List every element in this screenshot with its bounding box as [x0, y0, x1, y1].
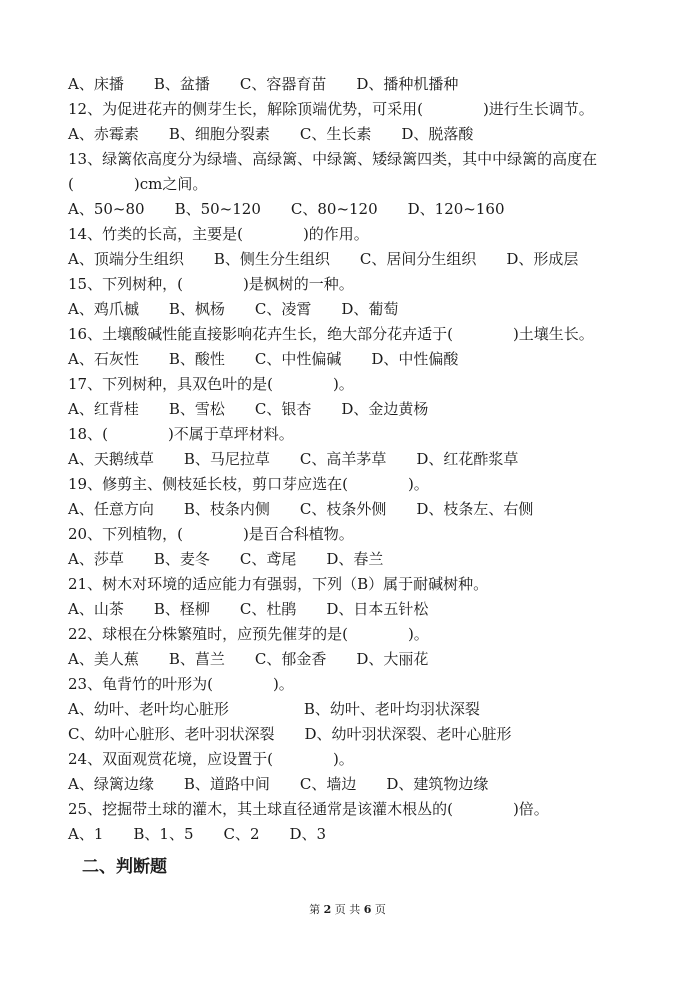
question-list	[68, 72, 668, 847]
page-number: 2	[323, 903, 332, 916]
text-line: A、莎草 B、麦冬 C、鸢尾 D、春兰	[68, 550, 384, 568]
page-total: 6	[363, 903, 372, 916]
text-line: 19、修剪主、侧枝延长枝，剪口芽应选在( )。	[68, 475, 429, 493]
text-line: 12、为促进花卉的侧芽生长，解除顶端优势，可采用( )进行生长调节。	[68, 100, 594, 118]
text-line: A、顶端分生组织 B、侧生分生组织 C、居间分生组织 D、形成层	[68, 250, 579, 268]
text-line: A、山茶 B、柽柳 C、杜鹃 D、日本五针松	[68, 600, 429, 618]
text-line: 14、竹类的长高，主要是( )的作用。	[68, 225, 369, 243]
text-line: C、幼叶心脏形、老叶羽状深裂 D、幼叶羽状深裂、老叶心脏形	[68, 725, 512, 743]
text-line: A、美人蕉 B、菖兰 C、郁金香 D、大丽花	[68, 650, 429, 668]
text-line: A、幼叶、老叶均心脏形 B、幼叶、老叶均羽状深裂	[68, 700, 480, 718]
text-line: 23、龟背竹的叶形为( )。	[68, 675, 294, 693]
text-line: 16、土壤酸碱性能直接影响花卉生长，绝大部分花卉适于( )土壤生长。	[68, 325, 594, 343]
text-line: A、红背桂 B、雪松 C、银杏 D、金边黄杨	[68, 400, 429, 418]
footer-suffix: 页	[374, 903, 386, 916]
text-line: A、50~80 B、50~120 C、80~120 D、120~160	[68, 200, 505, 218]
text-line: 24、双面观赏花境，应设置于( )。	[68, 750, 354, 768]
text-line: 15、下列树种，( )是枫树的一种。	[68, 275, 354, 293]
text-line: A、天鹅绒草 B、马尼拉草 C、高羊茅草 D、红花酢浆草	[68, 450, 519, 468]
text-line: A、绿篱边缘 B、道路中间 C、墙边 D、建筑物边缘	[68, 775, 489, 793]
text-line: A、任意方向 B、枝条内侧 C、枝条外侧 D、枝条左、右侧	[68, 500, 534, 518]
footer-prefix: 第	[309, 903, 321, 916]
text-line: 17、下列树种，具双色叶的是( )。	[68, 375, 354, 393]
footer-middle: 页 共	[334, 903, 361, 916]
text-line: A、1 B、1、5 C、2 D、3	[68, 825, 327, 843]
text-line: 13、绿篱依高度分为绿墙、高绿篱、中绿篱、矮绿篱四类，其中中绿篱的高度在	[68, 150, 598, 168]
text-line: A、床播 B、盆播 C、容器育苗 D、播种机播种	[68, 75, 459, 93]
text-line: 20、下列植物，( )是百合科植物。	[68, 525, 354, 543]
text-line: A、石灰性 B、酸性 C、中性偏碱 D、中性偏酸	[68, 350, 459, 368]
section-heading: 二、判断题	[82, 857, 167, 877]
text-line: 21、树木对环境的适应能力有强弱，下列（B）属于耐碱树种。	[68, 575, 489, 593]
text-line: 22、球根在分株繁殖时，应预先催芽的是( )。	[68, 625, 429, 643]
text-line: 25、挖掘带土球的灌木，其土球直径通常是该灌木根丛的( )倍。	[68, 800, 549, 818]
text-line: A、鸡爪槭 B、枫杨 C、凌霄 D、葡萄	[68, 300, 399, 318]
page-footer	[0, 902, 695, 918]
text-line: ( )cm之间。	[68, 175, 208, 193]
text-line: A、赤霉素 B、细胞分裂素 C、生长素 D、脱落酸	[68, 125, 474, 143]
text-line: 18、( )不属于草坪材料。	[68, 425, 294, 443]
